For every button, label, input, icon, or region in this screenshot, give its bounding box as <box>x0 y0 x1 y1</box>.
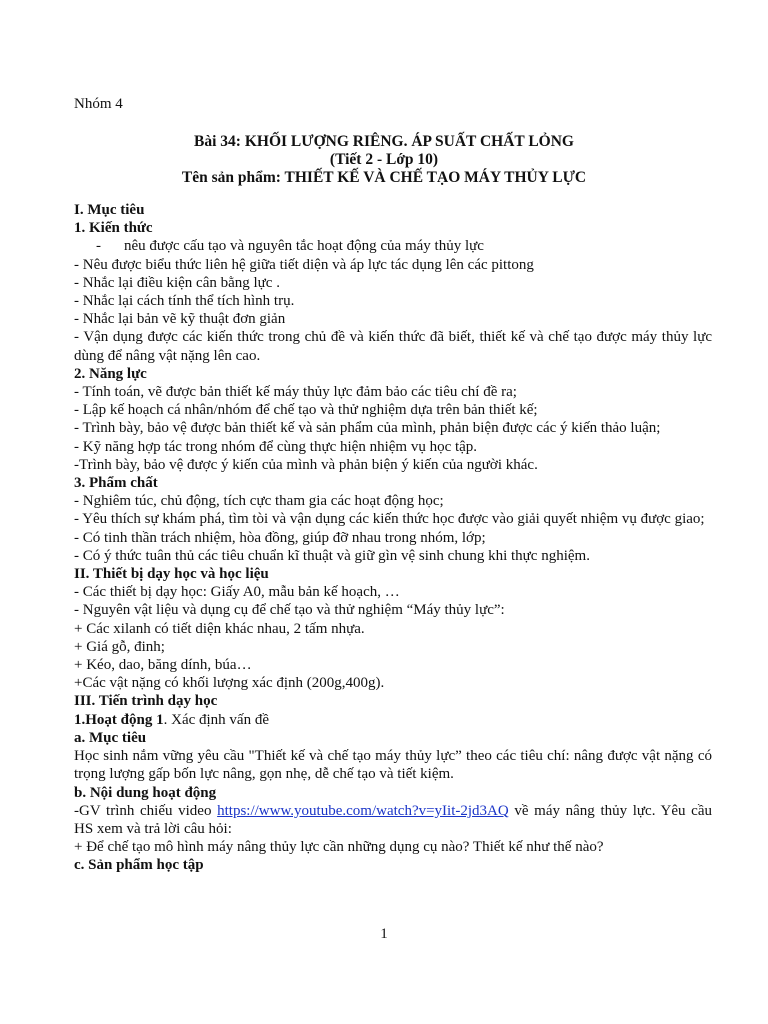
qualities-item: - Có ý thức tuân thủ các tiêu chuẩn kĩ thuật và giữ gìn vệ sinh chung khi thực nghiệm. <box>74 547 590 564</box>
equipment-item: - Các thiết bị dạy học: Giấy A0, mẫu bản kế hoạch, … <box>74 584 400 601</box>
skills-item: - Lập kế hoạch cá nhân/nhóm để chế tạo và thử nghiệm dựa trên bản thiết kế; <box>74 402 538 419</box>
section-heading-objectives: I. Mục tiêu <box>74 202 145 218</box>
lesson-title <box>74 133 694 151</box>
group-label: Nhóm 4 <box>74 96 123 112</box>
lesson-prefix: Bài 34 <box>194 133 236 150</box>
content-text-before: -GV trình chiếu video <box>74 802 218 819</box>
lesson-title-text: : KHỐI LƯỢNG RIÊNG. ÁP SUẤT CHẤT LỎNG <box>235 133 574 150</box>
equipment-item: +Các vật nặng có khối lượng xác định (200g,400g). <box>74 675 385 692</box>
bullet-dash: - <box>96 238 101 255</box>
equipment-item: + Các xilanh có tiết diện khác nhau, 2 tấm nhựa. <box>74 620 365 637</box>
knowledge-first-text: nêu được cấu tạo và nguyên tắc hoạt động của máy thủy lực <box>124 238 484 255</box>
subheading-skills: 2. Năng lực <box>74 365 147 382</box>
knowledge-item: - Nhắc lại bản vẽ kỹ thuật đơn giản <box>74 311 286 328</box>
equipment-item: - Nguyên vật liệu và dụng cụ để chế tạo và thử nghiệm “Máy thủy lực”: <box>74 602 505 619</box>
content-question: + Để chế tạo mô hình máy nâng thủy lực cần những dụng cụ nào? Thiết kế như thế nào? <box>74 839 604 856</box>
knowledge-item: - Vận dụng được các kiến thức trong chủ đề và kiến thức đã biết, thiết kế và chế tạo được máy thủy lực dùng để nâng vật nặng lên cao. <box>74 329 712 364</box>
subheading-product: c. Sản phẩm học tập <box>74 857 204 874</box>
content-paragraph <box>74 802 712 838</box>
knowledge-item: - Nhắc lại cách tính thể tích hình trụ. <box>74 293 295 310</box>
activity-prefix: 1.Hoạt động 1 <box>74 711 164 728</box>
subheading-qualities: 3. Phẩm chất <box>74 475 158 492</box>
equipment-item: + Giá gỗ, đinh; <box>74 638 165 655</box>
activity-title: . Xác định vấn đề <box>163 711 269 728</box>
knowledge-item: - Nêu được biểu thức liên hệ giữa tiết diện và áp lực tác dụng lên các pittong <box>74 256 534 273</box>
section-heading-equipment: II. Thiết bị dạy học và học liệu <box>74 566 269 583</box>
skills-item: - Kỹ năng hợp tác trong nhóm để cùng thực hiện nhiệm vụ học tập. <box>74 438 478 455</box>
knowledge-first-item <box>74 237 712 255</box>
equipment-item: + Kéo, dao, băng dính, búa… <box>74 657 252 674</box>
product-prefix: Tên sản phẩm: <box>181 169 285 186</box>
section-heading-process: III. Tiến trình dạy học <box>74 693 218 710</box>
document-body <box>74 201 712 875</box>
lesson-period: (Tiết 2 - Lớp 10) <box>329 151 439 168</box>
product-name: THIẾT KẾ VÀ CHẾ TẠO MÁY THỦY LỰC <box>284 169 587 186</box>
page-number: 1 <box>380 926 388 942</box>
skills-item: -Trình bày, bảo vệ được ý kiến của mình và phản biện ý kiến của người khác. <box>74 456 538 473</box>
skills-item: - Trình bày, bảo vệ được bản thiết kế và sản phẩm của mình, phản biện được các ý kiến thảo luận; <box>74 420 661 437</box>
product-title <box>74 169 694 187</box>
qualities-item: - Có tinh thần trách nhiệm, hòa đồng, giúp đỡ nhau trong nhóm, lớp; <box>74 529 486 546</box>
title-block <box>74 133 694 187</box>
knowledge-item: - Nhắc lại điều kiện cân bằng lực . <box>74 274 280 291</box>
qualities-item: - Yêu thích sự khám phá, tìm tòi và vận dụng các kiến thức học được vào giải quyết nhiệm vụ được giao; <box>74 511 705 528</box>
subheading-knowledge: 1. Kiến thức <box>74 220 153 237</box>
subheading-goal: a. Mục tiêu <box>74 729 147 746</box>
goal-text: Học sinh nắm vững yêu cầu "Thiết kế và chế tạo máy thủy lực” theo các tiêu chí: nâng được vật nặng có trọng lượng gấp bốn lực nâng, gọn nhẹ, dễ chế tạo và tiết kiệm. <box>74 748 712 783</box>
video-link[interactable]: https://www.youtube.com/watch?v=yIit-2jd3AQ <box>217 802 509 819</box>
skills-item: - Tính toán, vẽ được bản thiết kế máy thủy lực đảm bảo các tiêu chí đề ra; <box>74 384 517 401</box>
activity-heading <box>74 711 712 729</box>
qualities-item: - Nghiêm túc, chủ động, tích cực tham gia các hoạt động học; <box>74 493 444 510</box>
subheading-content: b. Nội dung hoạt động <box>74 784 217 801</box>
content-text-after: về máy nâng thủy lực. Yêu cầu HS xem và trả lời câu hỏi: <box>74 802 712 837</box>
